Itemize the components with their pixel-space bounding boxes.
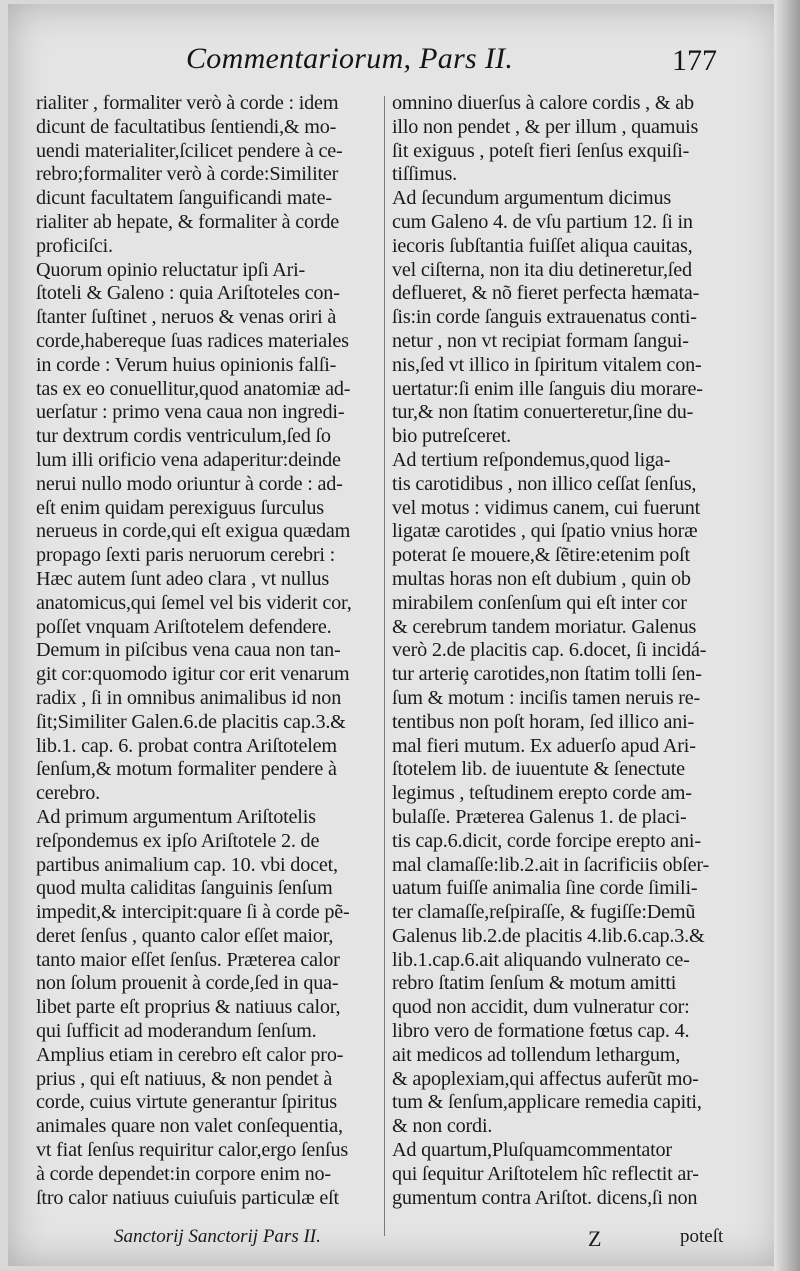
text-line: corde, cuius virtute generantur ſpiritus bbox=[36, 1091, 337, 1114]
text-line: dicunt de facultatibus ſentiendi,& mo- bbox=[36, 115, 337, 138]
text-line: nis,ſed vt illico in ſpiritum vitalem con- bbox=[392, 353, 702, 376]
text-line: ſtro calor natiuus cuiuſuis particulæ eſt bbox=[36, 1186, 339, 1209]
text-line: tiſſimus. bbox=[392, 163, 457, 186]
text-line: ter clamaſſe,reſpiraſſe, & fugiſſe:Demũ bbox=[392, 901, 696, 924]
text-line: netur , non vt recipiat formam ſangui- bbox=[392, 329, 689, 352]
text-line: nerueus in corde,qui eſt exigua quædam bbox=[36, 520, 351, 543]
text-line: Ad ſecundum argumentum dicimus bbox=[392, 187, 672, 210]
text-line: non ſolum prouenit à corde,ſed in qua- bbox=[36, 972, 339, 995]
text-line: Demum in piſcibus vena caua non tan- bbox=[36, 639, 341, 662]
text-line: ſtoteli & Galeno : quia Ariſtoteles con- bbox=[36, 282, 340, 305]
text-line: multas horas non eſt dubium , quin ob bbox=[392, 567, 691, 590]
text-line: tis carotidibus , non illico ceſſat ſenſus, bbox=[392, 472, 697, 495]
page-edge-shadow bbox=[774, 0, 800, 1271]
text-line: iecoris ſubſtantia fuiſſet aliqua cauitas, bbox=[392, 234, 693, 257]
text-line: reſpondemus ex ipſo Ariſtotele 2. de bbox=[36, 829, 320, 852]
text-line: rialiter ab hepate, & formaliter à corde bbox=[36, 210, 340, 233]
text-line: cum Galeno 4. de vſu partium 12. ſi in bbox=[392, 210, 693, 233]
text-line: proficiſci. bbox=[36, 234, 113, 257]
text-line: mal clamaſſe:lib.2.ait in ſacrificiis obſer- bbox=[392, 853, 710, 876]
catchword: poteſt bbox=[680, 1226, 724, 1247]
text-line: ſum & motum : inciſis tamen neruis re- bbox=[392, 686, 701, 709]
running-head-title: Commentariorum, Pars II. bbox=[186, 42, 514, 75]
text-line: vel motus : vidimus canem, cui fuerunt bbox=[392, 496, 701, 519]
text-line: poterat ſe mouere,& ſẽtire:etenim poſt bbox=[392, 544, 690, 567]
text-line: & cerebrum tandem moriatur. Galenus bbox=[392, 615, 697, 638]
text-line: eſt enim quidam perexiguus ſurculus bbox=[36, 496, 324, 519]
text-line: Hæc autem ſunt adeo clara , vt nullus bbox=[36, 567, 330, 590]
text-line: anatomicus,qui ſemel vel bis viderit cor, bbox=[36, 591, 352, 614]
text-line: cerebro. bbox=[36, 782, 100, 805]
text-line: Ad primum argumentum Ariſtotelis bbox=[36, 805, 316, 828]
text-line: ligatæ carotides , qui ſpatio vnius horæ bbox=[392, 520, 698, 543]
text-line: lum illi orificio vena adaperitur:deinde bbox=[36, 448, 341, 471]
text-line: ſit exiguus , poteſt fieri ſenſus exquiſi- bbox=[392, 139, 690, 162]
text-line: radix , ſi in omnibus animalibus id non bbox=[36, 686, 342, 709]
text-line: Amplius etiam in cerebro eſt calor pro- bbox=[36, 1043, 344, 1066]
text-line: tas ex eo conuellitur,quod anatomiæ ad- bbox=[36, 377, 351, 400]
column-divider bbox=[384, 96, 385, 1236]
text-line: vel ciſterna, non ita diu detineretur,ſed bbox=[392, 258, 692, 281]
text-line: git cor:quomodo igitur cor erit venarum bbox=[36, 663, 350, 686]
text-line: prius , qui eſt natiuus, & non pendet à bbox=[36, 1067, 333, 1090]
text-line: ſtanter ſuſtinet , neruos & venas oriri à bbox=[36, 306, 337, 329]
text-line: tur arteriȩ carotides,non ſtatim tolli ſen- bbox=[392, 663, 702, 686]
text-line: legimus , teſtudinem erepto corde am- bbox=[392, 782, 692, 805]
page-number: 177 bbox=[672, 44, 717, 77]
text-line: omnino diuerſus à calore cordis , & ab bbox=[392, 92, 694, 114]
text-line: bio putreſceret. bbox=[392, 425, 511, 448]
left-text-column bbox=[36, 92, 372, 1210]
text-line: illo non pendet , & per illum , quamuis bbox=[392, 115, 699, 138]
text-line: Galenus lib.2.de placitis 4.lib.6.cap.3.& bbox=[392, 924, 705, 947]
text-line: quod non accidit, dum vulneratur cor: bbox=[392, 996, 690, 1019]
text-line: animales quare non valet conſequentia, bbox=[36, 1115, 343, 1138]
text-line: quod multa caliditas ſanguinis ſenſum bbox=[36, 877, 333, 900]
text-line: rialiter , formaliter verò à corde : idem bbox=[36, 92, 339, 114]
text-line: partibus animalium cap. 10. vbi docet, bbox=[36, 853, 338, 876]
text-line: Ad quartum,Pluſquamcommentator bbox=[392, 1139, 672, 1162]
text-line: ſenſum,& motum formaliter pendere à bbox=[36, 758, 337, 781]
text-line: rebro ſtatim ſenſum & motum amitti bbox=[392, 972, 677, 995]
text-line: uendi materialiter,ſcilicet pendere à ce- bbox=[36, 139, 343, 162]
text-line: bulaſſe. Præterea Galenus 1. de placi- bbox=[392, 805, 687, 828]
text-line: lib.1. cap. 6. probat contra Ariſtotelem bbox=[36, 734, 337, 757]
text-line: uatum fuiſſe animalia ſine corde ſimili- bbox=[392, 877, 698, 900]
text-line: propago ſexti paris neruorum cerebri : bbox=[36, 544, 336, 567]
text-line: uerſatur : primo vena caua non ingredi- bbox=[36, 401, 345, 424]
text-line: verò 2.de placitis cap. 6.docet, ſi incidá- bbox=[392, 639, 707, 662]
text-line: & apoplexiam,qui affectus auferũt mo- bbox=[392, 1067, 699, 1090]
text-line: tanto maior eſſet ſenſus. Præterea calor bbox=[36, 948, 340, 971]
text-line: tur dextrum cordis ventriculum,ſed ſo bbox=[36, 425, 331, 448]
text-line: corde,habereque ſuas radices materiales bbox=[36, 329, 349, 352]
footer-running-title: Sanctorij Sanctorij Pars II. bbox=[114, 1226, 321, 1247]
signature-mark: Z bbox=[588, 1226, 602, 1251]
text-line: ſit;Similiter Galen.6.de placitis cap.3.& bbox=[36, 710, 346, 733]
text-line: ſis:in corde ſanguis extrauenatus conti- bbox=[392, 306, 697, 329]
text-line: mirabilem conſenſum qui eſt inter cor bbox=[392, 591, 687, 614]
text-line: mal fieri mutum. Ex aduerſo apud Ari- bbox=[392, 734, 696, 757]
text-line: rebro;formaliter verò à corde:Similiter bbox=[36, 163, 339, 186]
right-text-column bbox=[392, 92, 754, 1210]
text-line: ſtotelem lib. de iuuentute & ſenectute bbox=[392, 758, 685, 781]
text-line: vt fiat ſenſus requiritur calor,ergo ſenſus bbox=[36, 1139, 349, 1162]
text-line: tum & ſenſum,applicare remedia capiti, bbox=[392, 1091, 702, 1114]
text-line: & non cordi. bbox=[392, 1115, 493, 1138]
text-line: libro vero de formatione fœtus cap. 4. bbox=[392, 1020, 690, 1043]
text-line: in corde : Verum huius opinionis falſi- bbox=[36, 353, 337, 376]
text-line: nerui nullo modo oriuntur à corde : ad- bbox=[36, 472, 343, 495]
text-line: tentibus non poſt horam, ſed illico ani- bbox=[392, 710, 695, 733]
text-line: deret ſenſus , quanto calor eſſet maior, bbox=[36, 924, 334, 947]
text-line: gumentum contra Ariſtot. dicens,ſi non bbox=[392, 1186, 698, 1209]
text-line: ait medicos ad tollendum lethargum, bbox=[392, 1043, 681, 1066]
text-line: dicunt facultatem ſanguificandi mate- bbox=[36, 187, 332, 210]
text-line: tur,& non ſtatim conuerteretur,ſine du- bbox=[392, 401, 694, 424]
text-line: qui ſufficit ad moderandum ſenſum. bbox=[36, 1020, 317, 1043]
text-line: impedit,& intercipit:quare ſi à corde pẽ- bbox=[36, 901, 350, 924]
text-line: Quorum opinio reluctatur ipſi Ari- bbox=[36, 258, 306, 281]
text-line: à corde dependet:in corpore enim no- bbox=[36, 1162, 331, 1185]
text-line: uertatur:ſi enim ille ſanguis diu morare- bbox=[392, 377, 703, 400]
text-line: lib.1.cap.6.ait aliquando vulnerato ce- bbox=[392, 948, 690, 971]
page-header bbox=[0, 42, 800, 88]
text-line: Ad tertium reſpondemus,quod liga- bbox=[392, 448, 671, 471]
text-line: poſſet vnquam Ariſtotelem defendere. bbox=[36, 615, 332, 638]
text-line: tis cap.6.dicit, corde forcipe erepto ani- bbox=[392, 829, 701, 852]
text-line: deflueret, & nõ fieret perfecta hæmata- bbox=[392, 282, 700, 305]
text-line: libet parte eſt proprius & natiuus calor, bbox=[36, 996, 341, 1019]
text-line: qui ſequitur Ariſtotelem hîc reflectit ar- bbox=[392, 1162, 699, 1185]
